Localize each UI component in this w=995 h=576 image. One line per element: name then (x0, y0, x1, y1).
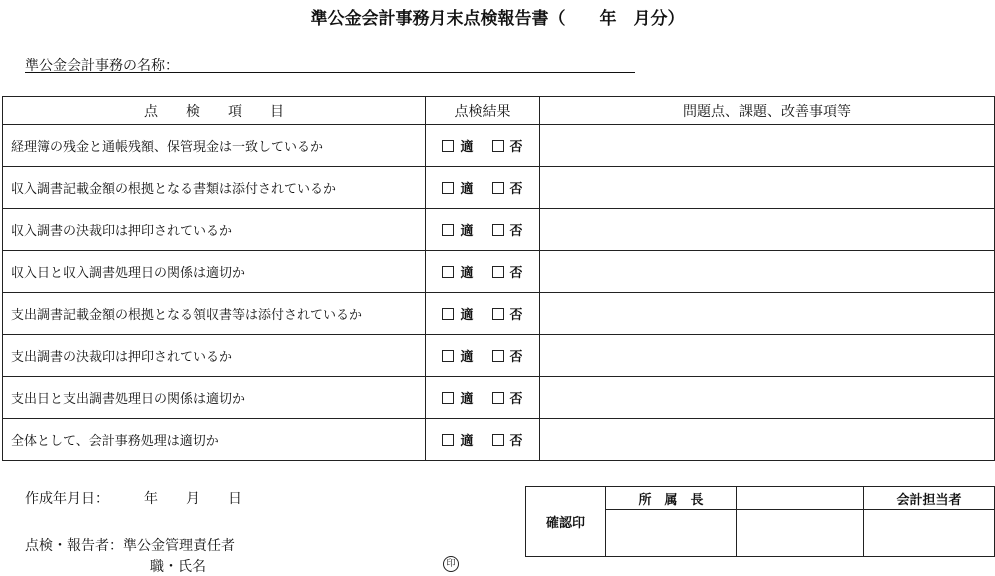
dept-head-seal-box[interactable] (606, 510, 737, 557)
checkbox-icon[interactable] (442, 182, 454, 194)
table-row (3, 335, 995, 377)
checkbox-appropriate[interactable] (442, 346, 473, 365)
checkbox-label: 否 (509, 350, 523, 365)
checkbox-icon[interactable] (492, 308, 504, 320)
checkbox-label: 否 (509, 392, 523, 407)
checkbox-icon[interactable] (442, 392, 454, 404)
checkbox-inappropriate[interactable] (492, 262, 523, 281)
inspection-item: 全体として、会計事務処理は適切か (3, 419, 426, 461)
checkbox-label: 適 (460, 308, 474, 323)
checkbox-inappropriate[interactable] (492, 220, 523, 239)
result-cell (426, 125, 540, 167)
inspection-item: 収入調書の決裁印は押印されているか (3, 209, 426, 251)
issues-cell[interactable] (540, 125, 995, 167)
checkbox-inappropriate[interactable] (492, 304, 523, 323)
checkbox-appropriate[interactable] (442, 304, 473, 323)
office-name-field[interactable] (25, 72, 635, 73)
checkbox-icon[interactable] (492, 350, 504, 362)
inspection-table (2, 96, 995, 461)
checkbox-label: 適 (460, 266, 474, 281)
checkbox-icon[interactable] (492, 266, 504, 278)
checkbox-label: 否 (509, 434, 523, 449)
checkbox-label: 否 (509, 308, 523, 323)
checkbox-label: 否 (509, 224, 523, 239)
result-cell (426, 419, 540, 461)
header-item: 点 検 項 目 (3, 97, 426, 125)
creation-date: 作成年月日： 年 月 日 (25, 491, 242, 507)
checkbox-label: 適 (460, 350, 474, 365)
dept-head-header: 所 属 長 (606, 487, 737, 510)
checkbox-label: 否 (509, 140, 523, 155)
seal-icon: 印 (443, 556, 459, 572)
checkbox-label: 否 (509, 266, 523, 281)
table-row (3, 377, 995, 419)
checkbox-appropriate[interactable] (442, 178, 473, 197)
table-row (3, 419, 995, 461)
checkbox-label: 適 (460, 392, 474, 407)
issues-cell[interactable] (540, 293, 995, 335)
checkbox-label: 適 (460, 140, 474, 155)
checkbox-icon[interactable] (442, 266, 454, 278)
checkbox-icon[interactable] (492, 434, 504, 446)
issues-cell[interactable] (540, 209, 995, 251)
result-cell (426, 209, 540, 251)
checkbox-icon[interactable] (442, 350, 454, 362)
inspection-item: 収入日と収入調書処理日の関係は適切か (3, 251, 426, 293)
issues-cell[interactable] (540, 419, 995, 461)
checkbox-appropriate[interactable] (442, 430, 473, 449)
table-row (3, 125, 995, 167)
checkbox-label: 適 (460, 182, 474, 197)
checkbox-inappropriate[interactable] (492, 430, 523, 449)
header-result: 点検結果 (426, 97, 540, 125)
table-header-row (3, 97, 995, 125)
confirm-label: 確認印 (526, 487, 606, 557)
checkbox-icon[interactable] (442, 224, 454, 236)
header-issues: 問題点、課題、改善事項等 (540, 97, 995, 125)
checkbox-inappropriate[interactable] (492, 136, 523, 155)
accountant-seal-box[interactable] (864, 510, 995, 557)
checkbox-icon[interactable] (492, 392, 504, 404)
result-cell (426, 251, 540, 293)
accountant-header: 会計担当者 (864, 487, 995, 510)
checkbox-inappropriate[interactable] (492, 346, 523, 365)
inspection-item: 支出調書記載金額の根拠となる領収書等は添付されているか (3, 293, 426, 335)
result-cell (426, 167, 540, 209)
confirmation-table (525, 486, 995, 557)
result-cell (426, 335, 540, 377)
result-cell (426, 377, 540, 419)
checkbox-icon[interactable] (442, 308, 454, 320)
checkbox-appropriate[interactable] (442, 220, 473, 239)
inspection-item: 収入調書記載金額の根拠となる書類は添付されているか (3, 167, 426, 209)
checkbox-appropriate[interactable] (442, 136, 473, 155)
issues-cell[interactable] (540, 167, 995, 209)
checkbox-label: 適 (460, 434, 474, 449)
page-title: 準公金会計事務月末点検報告書（ 年 月分） (310, 9, 685, 29)
checkbox-label: 否 (509, 182, 523, 197)
checkbox-icon[interactable] (492, 140, 504, 152)
reporter-label: 点検・報告者：準公金管理責任者 (25, 538, 235, 554)
issues-cell[interactable] (540, 251, 995, 293)
checkbox-icon[interactable] (492, 182, 504, 194)
checkbox-appropriate[interactable] (442, 388, 473, 407)
issues-cell[interactable] (540, 377, 995, 419)
table-row (3, 293, 995, 335)
inspection-item: 支出調書の決裁印は押印されているか (3, 335, 426, 377)
table-row (3, 251, 995, 293)
inspection-item: 支出日と支出調書処理日の関係は適切か (3, 377, 426, 419)
name-label: 職・氏名 (150, 559, 206, 575)
table-row (3, 167, 995, 209)
result-cell (426, 293, 540, 335)
checkbox-inappropriate[interactable] (492, 178, 523, 197)
inspection-item: 経理簿の残金と通帳残額、保管現金は一致しているか (3, 125, 426, 167)
checkbox-icon[interactable] (442, 140, 454, 152)
checkbox-appropriate[interactable] (442, 262, 473, 281)
checkbox-inappropriate[interactable] (492, 388, 523, 407)
checkbox-label: 適 (460, 224, 474, 239)
blank-seal-box[interactable] (737, 510, 864, 557)
checkbox-icon[interactable] (442, 434, 454, 446)
office-name-label: 準公金会計事務の名称： (25, 58, 179, 74)
table-row (3, 209, 995, 251)
issues-cell[interactable] (540, 335, 995, 377)
checkbox-icon[interactable] (492, 224, 504, 236)
blank-header (737, 487, 864, 510)
